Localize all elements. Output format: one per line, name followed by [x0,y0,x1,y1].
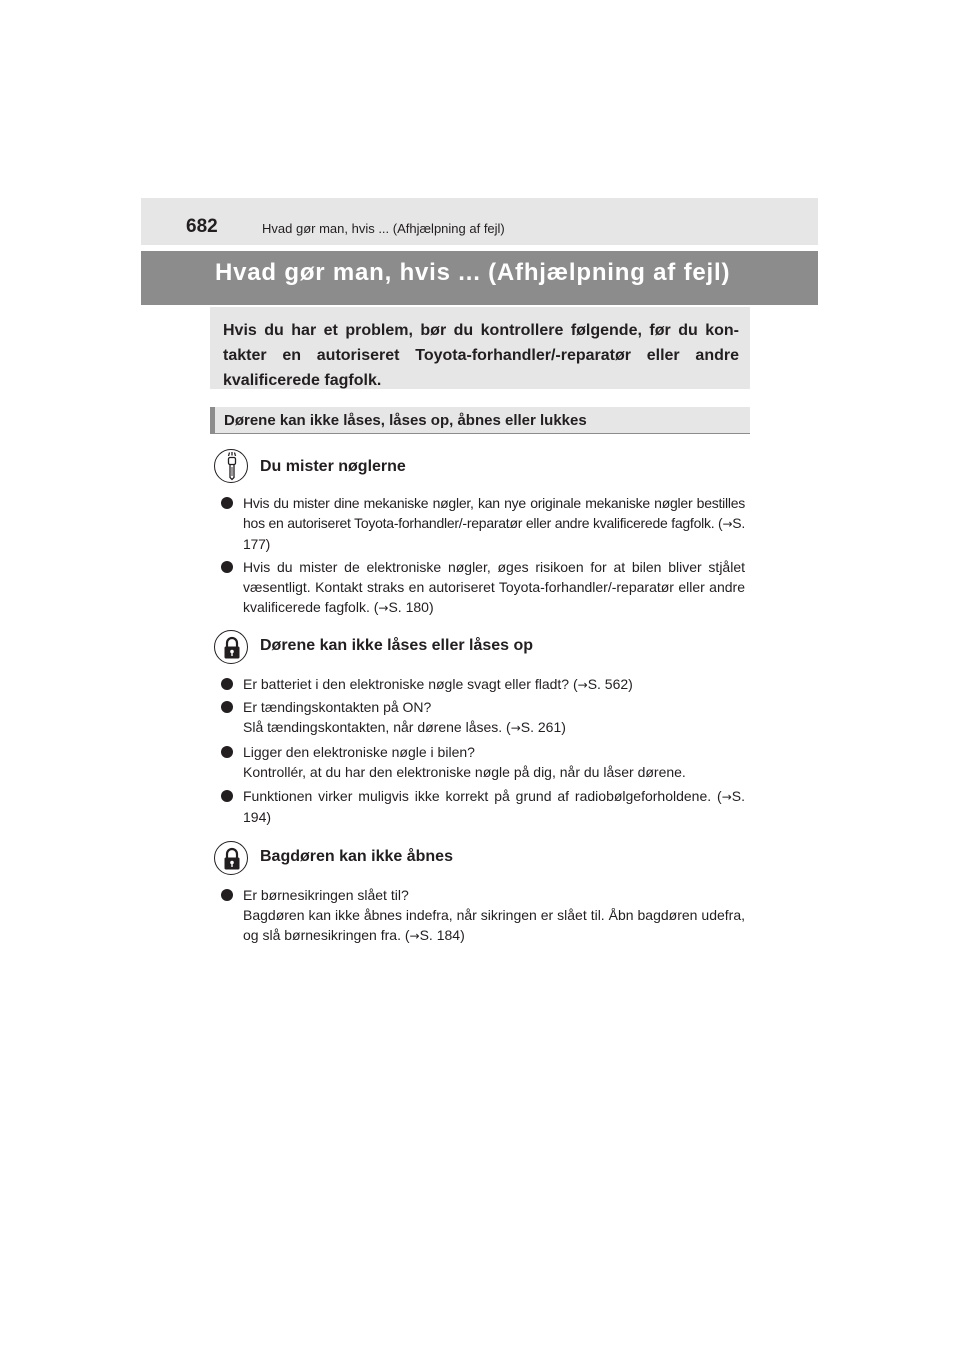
subsection-heading-doors-lock: Dørene kan ikke låses eller låses op [260,637,534,654]
intro-box [210,307,750,389]
section-title: Dørene kan ikke låses, låses op, åbnes eller lukkes [224,412,587,429]
list-item: Er børnesikringen slået til? Bagdøren kan ikke åbnes indefra, når sikringen er slået til. Åbn bagdøren udefra, og slå børnesikringen fra. (→S. 184) [221,885,745,946]
intro-text: Hvis du har et problem, bør du kontrollere følgende, før du kon-takter en autoriseret Toyota-forhandler/-reparatør eller andre kvalificerede fagfolk. [223,322,739,389]
list-item: Hvis du mister dine mekaniske nøgler, kan nye originale mekaniske nøgler bestilles hos en autoriseret Toyota-forhandler/-reparatør eller andre kvalificerede fagfolk. (→S. 177) [221,493,745,554]
bullet-icon [221,497,233,509]
list-item: Er batteriet i den elektroniske nøgle svagt eller fladt? (→S. 562) [221,674,745,695]
list-item: Hvis du mister de elektroniske nøgler, øges risikoen for at bilen bliver stjålet væsentligt. Kontakt straks en autoriseret Toyota-forhandler/-reparatør eller andre kvalificerede fagfolk. (→S. 180) [221,557,745,618]
list-item: Ligger den elektroniske nøgle i bilen? Kontrollér, at du har den elektroniske nøgle på dig, når du låser dørene. [221,742,745,782]
subsection-heading-lost-keys: Du mister nøglerne [260,458,406,475]
bullet-icon [221,746,233,758]
page-title: Hvad gør man, hvis ... (Afhjælpning af fejl) [215,259,731,286]
list-item: Er tændingskontakten på ON? Slå tændingskontakten, når dørene låses. (→S. 261) [221,697,745,738]
subsection-heading-rear-door: Bagdøren kan ikke åbnes [260,848,453,865]
list-item: Funktionen virker muligvis ikke korrekt på grund af radiobølgeforholdene. (→S. 194) [221,786,745,827]
running-head: Hvad gør man, hvis ... (Afhjælpning af fejl) [262,221,505,236]
padlock-icon [214,630,248,664]
bullet-icon [221,678,233,690]
bullet-icon [221,889,233,901]
padlock-icon [214,841,248,875]
bullet-icon [221,790,233,802]
page-number: 682 [186,216,218,237]
bullet-icon [221,701,233,713]
bullet-icon [221,561,233,573]
section-heading-bar [210,407,750,434]
key-icon [214,449,248,483]
